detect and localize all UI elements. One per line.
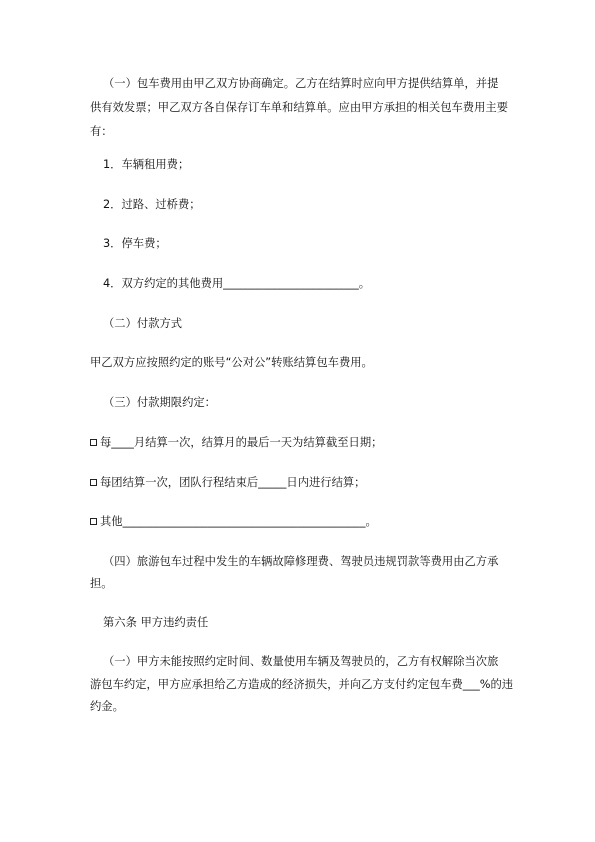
section2-text: 甲乙双方应按照约定的账号“公对公”转账结算包车费用。 bbox=[90, 356, 373, 369]
payment-option-monthly-label: 每____月结算一次，结算月的最后一天为结算截至日期； bbox=[100, 436, 383, 449]
payment-option-other bbox=[90, 515, 510, 529]
payment-option-per-tour-label: 每团结算一次，团队行程结束后_____日内进行结算； bbox=[100, 476, 366, 489]
article6-paragraph-line3: 约金。 bbox=[90, 700, 124, 713]
checkbox-monthly[interactable] bbox=[90, 439, 97, 446]
section1-paragraph-line3: 有： bbox=[90, 125, 113, 138]
checkbox-other[interactable] bbox=[90, 518, 97, 525]
fee-item-4: 4．双方约定的其他费用________________________。 bbox=[103, 277, 371, 290]
payment-option-other-label: 其他___________________________________________。 bbox=[100, 515, 377, 528]
article6-paragraph-line2: 游包车约定，甲方应承担给乙方造成的经济损失，并向乙方支付约定包车费___%的违 bbox=[90, 678, 514, 691]
fee-item-1: 1．车辆租用费； bbox=[103, 158, 190, 171]
fee-item-2: 2．过路、过桥费； bbox=[103, 198, 201, 211]
section2-heading: （二）付款方式 bbox=[103, 317, 183, 330]
section3-heading: （三）付款期限约定： bbox=[103, 396, 216, 409]
fee-item-3: 3．停车费； bbox=[103, 237, 167, 250]
payment-option-per-tour bbox=[90, 476, 510, 490]
section1-paragraph-line2: 供有效发票；甲乙双方各自保存订车单和结算单。应由甲方承担的相关包车费用主要 bbox=[90, 101, 508, 114]
article6-paragraph-line1: （一）甲方未能按照约定时间、数量使用车辆及驾驶员的，乙方有权解除当次旅 bbox=[103, 655, 499, 668]
section1-paragraph-line1: （一）包车费用由甲乙双方协商确定。乙方在结算时应向甲方提供结算单，并提 bbox=[103, 77, 499, 90]
checkbox-per-tour[interactable] bbox=[90, 479, 97, 486]
article6-heading: 第六条 甲方违约责任 bbox=[103, 616, 209, 629]
payment-option-monthly bbox=[90, 436, 510, 450]
section4-paragraph-line1: （四）旅游包车过程中发生的车辆故障修理费、驾驶员违规罚款等费用由乙方承 bbox=[103, 555, 499, 568]
section4-paragraph-line2: 担。 bbox=[90, 577, 113, 590]
